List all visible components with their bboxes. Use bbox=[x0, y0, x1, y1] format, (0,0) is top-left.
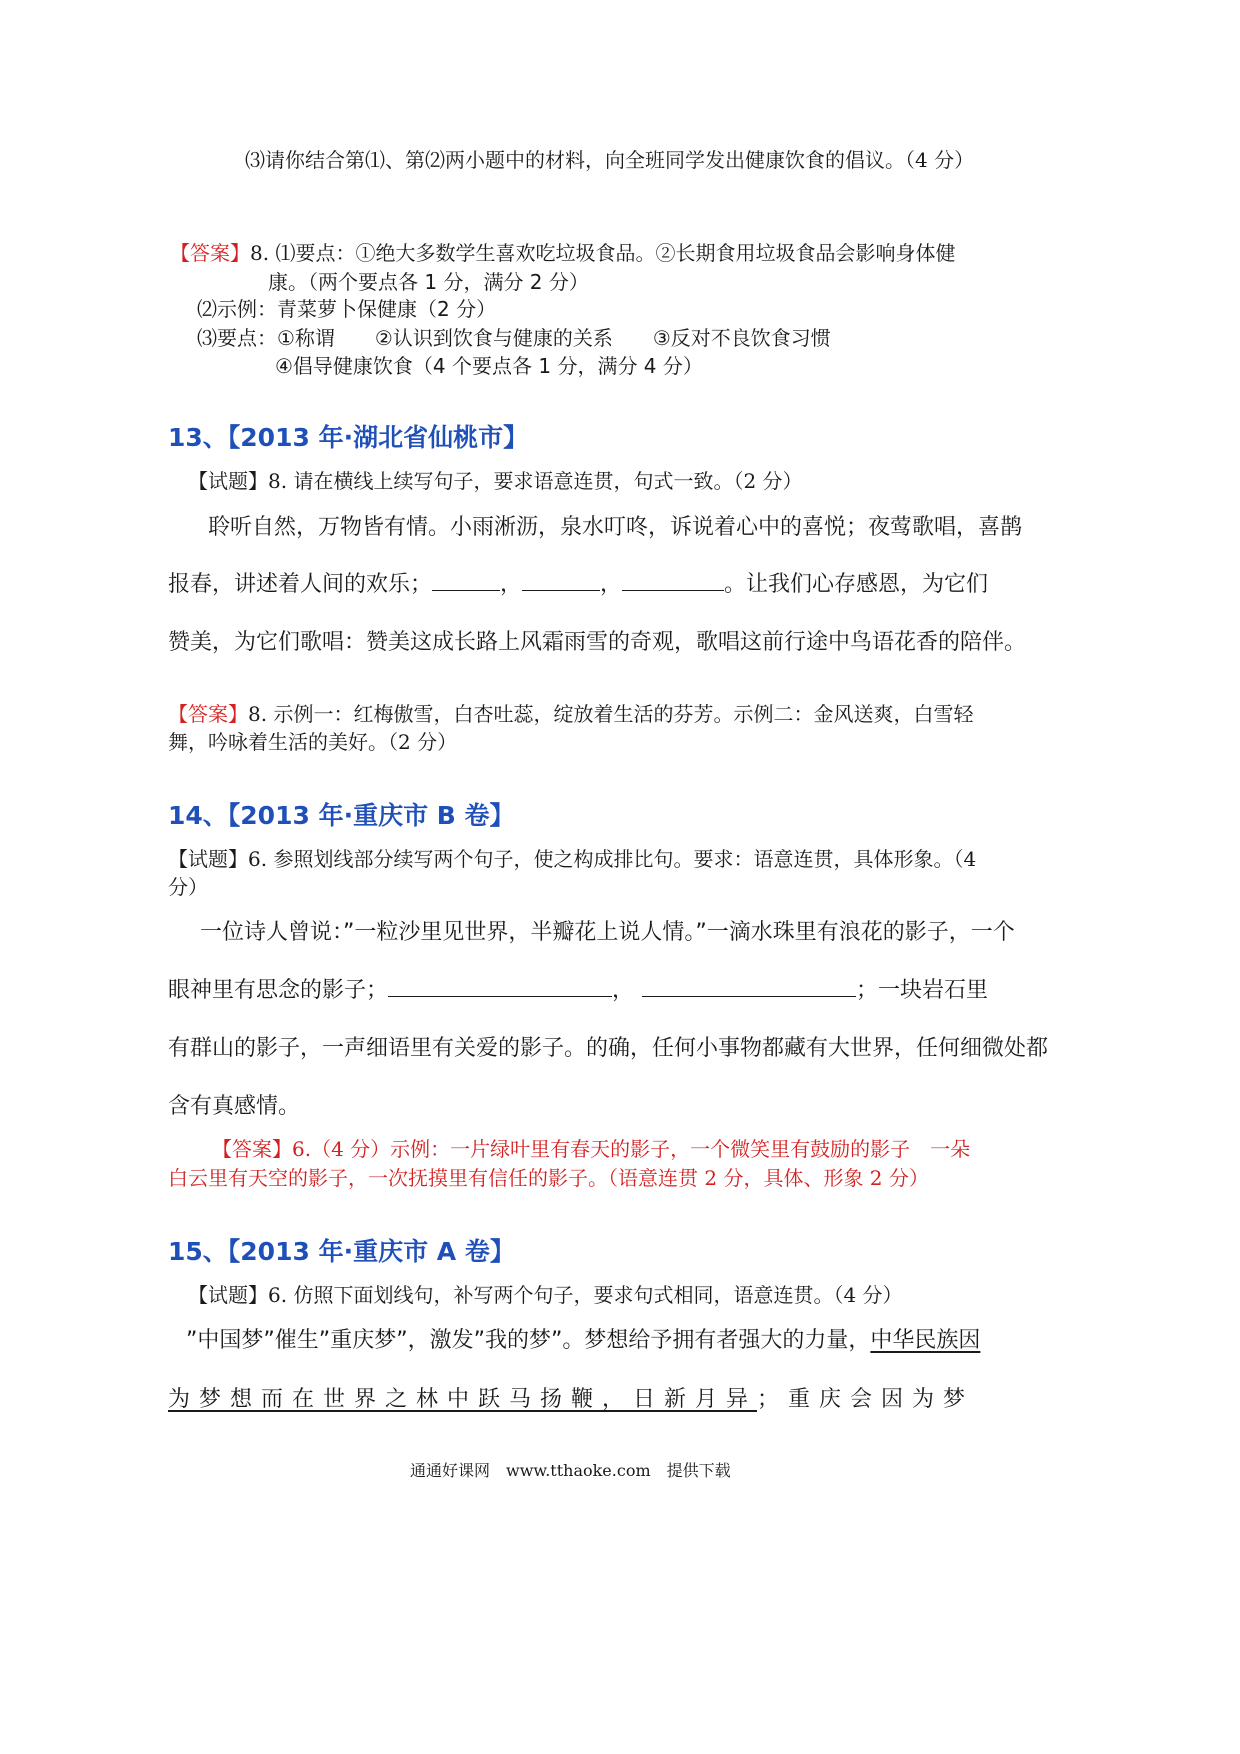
q15-p2-end: ；重庆会因为梦 bbox=[757, 1387, 975, 1412]
q15-paragraph-line2 bbox=[168, 1382, 974, 1413]
q14-answer-line2: 白云里有天空的影子，一次抚摸里有信任的影子。（语意连贯 2 分，具体、形象 2 分） bbox=[168, 1166, 929, 1190]
q14-paragraph-line1: 一位诗人曾说：”一粒沙里见世界，半瓣花上说人情。”一滴水珠里有浪花的影子，一个 bbox=[200, 920, 1015, 945]
q13-paragraph-line1: 聆听自然，万物皆有情。小雨淅沥，泉水叮咚，诉说着心中的喜悦；夜莺歌唱，喜鹊 bbox=[208, 515, 1023, 540]
comma: ， bbox=[500, 572, 523, 597]
q12-answer-line3: ⑵示例：青菜萝卜保健康（2 分） bbox=[197, 297, 497, 321]
answer-text: 8. ⑴要点：①绝大多数学生喜欢吃垃圾食品。②长期食用垃圾食品会影响身体健 bbox=[250, 241, 956, 265]
page-footer: 通通好课网 www.tthaoke.com 提供下载 bbox=[410, 1461, 731, 1480]
q12-answer-line1 bbox=[170, 237, 955, 266]
q12-answer-line4: ⑶要点：①称谓 ②认识到饮食与健康的关系 ③反对不良饮食习惯 bbox=[197, 326, 831, 350]
q13-answer-line2: 舞，吟咏着生活的美好。（2 分） bbox=[168, 730, 458, 754]
q15-heading: 15、【2013 年·重庆市 A 卷】 bbox=[168, 1237, 515, 1266]
underlined-sentence: 为梦想而在世界之林中跃马扬鞭，日新月异 bbox=[168, 1387, 758, 1412]
fill-blank-1[interactable] bbox=[432, 568, 500, 591]
q14-answer-line1: 【答案】6.（4 分）示例：一片绿叶里有春天的影子，一个微笑里有鼓励的影子 一朵 bbox=[212, 1137, 971, 1161]
q13-paragraph-line2 bbox=[168, 567, 988, 598]
q12-answer-line5: ④倡导健康饮食（4 个要点各 1 分，满分 4 分） bbox=[275, 354, 703, 378]
q14-heading: 14、【2013 年·重庆市 B 卷】 bbox=[168, 801, 515, 830]
q14-paragraph-line3: 有群山的影子，一声细语里有关爱的影子。的确，任何小事物都藏有大世界，任何细微处都 bbox=[168, 1036, 1049, 1061]
q14-question-line1: 【试题】6. 参照划线部分续写两个句子，使之构成排比句。要求：语意连贯，具体形象。（4 bbox=[168, 847, 977, 871]
fill-blank-3[interactable] bbox=[622, 568, 724, 591]
comma: ， bbox=[600, 572, 623, 597]
q13-answer-line1 bbox=[168, 698, 973, 727]
comma: ， bbox=[612, 978, 635, 1003]
q13-p2-end: 。让我们心存感恩，为它们 bbox=[724, 572, 989, 597]
q14-p2-start: 眼神里有思念的影子； bbox=[168, 978, 389, 1003]
q13-question: 【试题】8. 请在横线上续写句子，要求语意连贯，句式一致。（2 分） bbox=[188, 469, 803, 493]
q14-paragraph-line2 bbox=[168, 973, 988, 1004]
q15-p1-start: ”中国梦”催生”重庆梦”，激发”我的梦”。梦想给予拥有者强大的力量， bbox=[186, 1328, 871, 1353]
answer-tag: 【答案】 bbox=[170, 241, 250, 265]
q13-paragraph-line3: 赞美，为它们歌唱：赞美这成长路上风霜雨雪的奇观，歌唱这前行途中鸟语花香的陪伴。 bbox=[168, 630, 1027, 655]
q13-p2-start: 报春，讲述着人间的欢乐； bbox=[168, 572, 433, 597]
q15-question: 【试题】6. 仿照下面划线句，补写两个句子，要求句式相同，语意连贯。（4 分） bbox=[188, 1283, 903, 1307]
fill-blank-2[interactable] bbox=[522, 568, 600, 591]
answer-text: 8. 示例一：红梅傲雪，白杏吐蕊，绽放着生活的芬芳。示例二：金风送爽，白雪轻 bbox=[248, 702, 974, 726]
fill-blank-1[interactable] bbox=[388, 974, 612, 997]
q15-paragraph-line1 bbox=[186, 1323, 980, 1354]
answer-tag: 【答案】 bbox=[168, 702, 248, 726]
fill-blank-2[interactable] bbox=[642, 974, 856, 997]
q12-sub3: ⑶请你结合第⑴、第⑵两小题中的材料，向全班同学发出健康饮食的倡议。（4 分） bbox=[245, 148, 975, 172]
q12-answer-line2: 康。（两个要点各 1 分，满分 2 分） bbox=[268, 270, 589, 294]
underlined-sentence: 中华民族因 bbox=[870, 1328, 981, 1353]
q14-paragraph-line4: 含有真感情。 bbox=[168, 1094, 301, 1119]
q14-p2-end: ；一块岩石里 bbox=[856, 978, 989, 1003]
q13-heading: 13、【2013 年·湖北省仙桃市】 bbox=[168, 423, 529, 452]
q14-question-line2: 分） bbox=[168, 875, 208, 899]
